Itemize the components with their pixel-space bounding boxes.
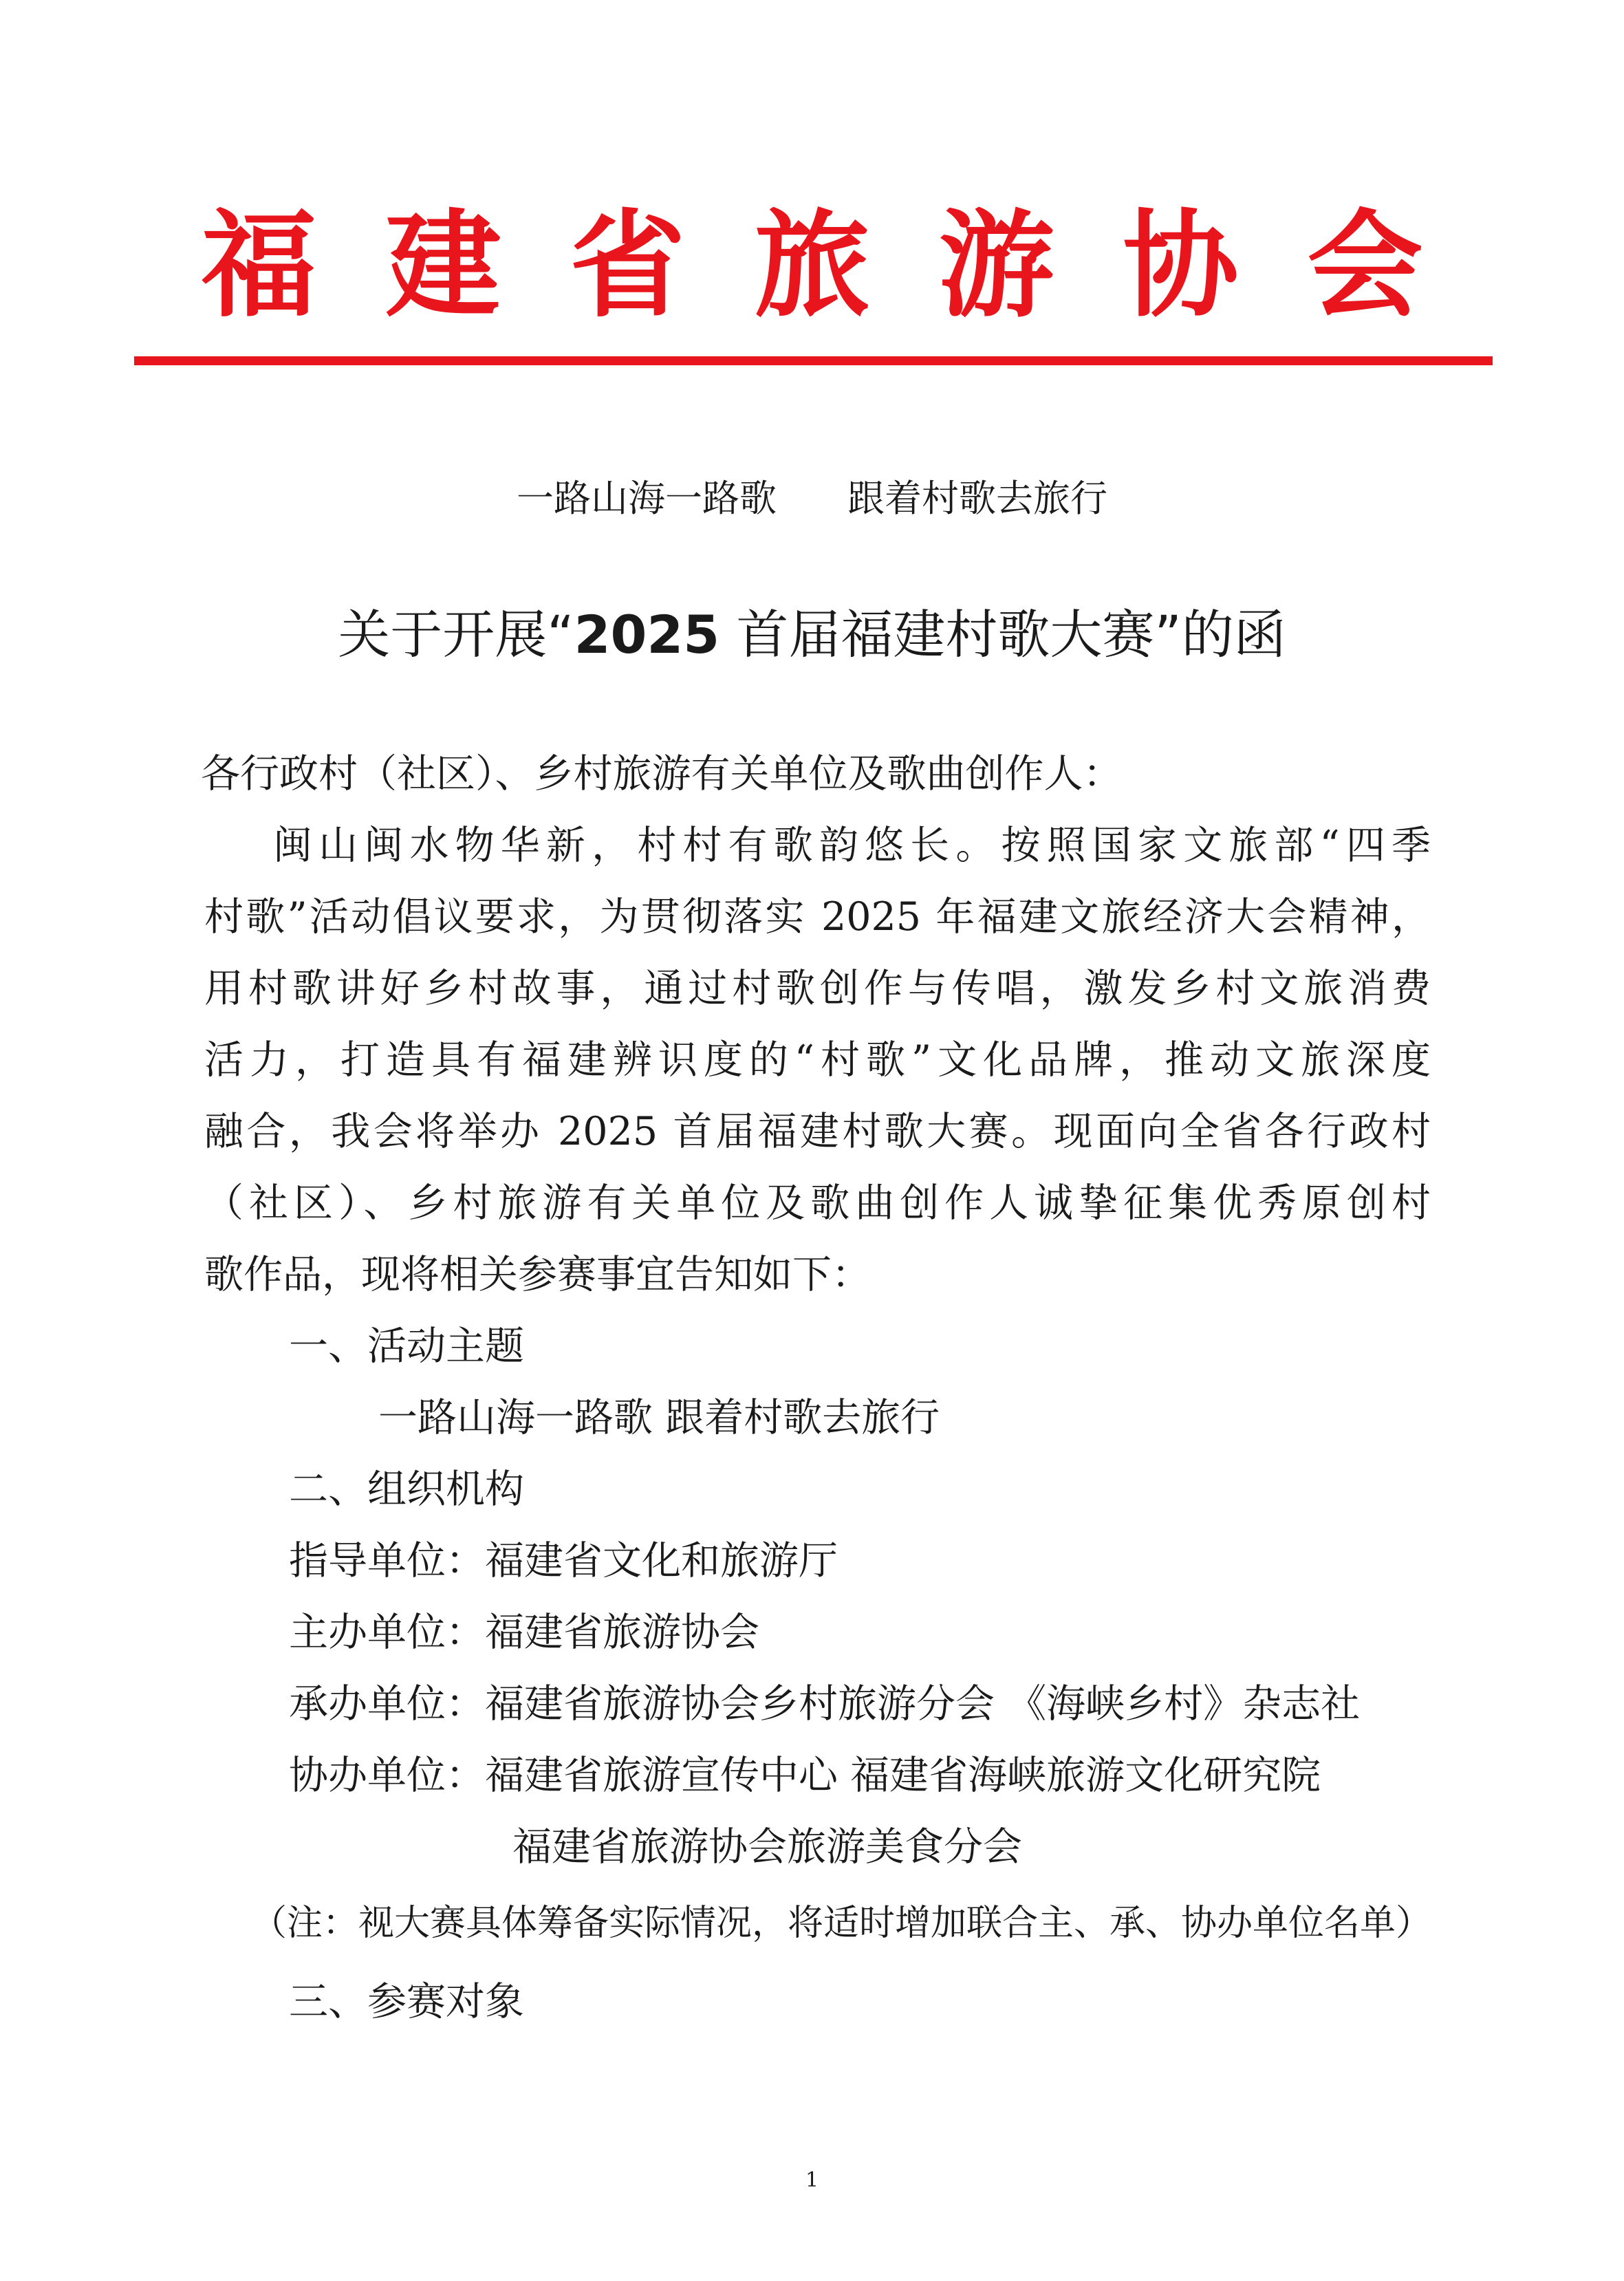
tagline: 一路山海一路歌 跟着村歌去旅行 bbox=[517, 477, 1107, 520]
intro-line-5: 融合，我会将举办 2025 首届福建村歌大赛。现面向全省各行政村 bbox=[204, 1109, 1431, 1154]
section1-heading: 一、活动主题 bbox=[289, 1323, 524, 1369]
section1-content: 一路山海一路歌 跟着村歌去旅行 bbox=[378, 1395, 940, 1440]
intro-line-7: 歌作品，现将相关参赛事宜告知如下： bbox=[204, 1252, 871, 1297]
intro-line-1: 闽山闽水物华新，村村有歌韵悠长。按照国家文旅部“四季 bbox=[273, 823, 1431, 868]
masthead-org-name: 福建省旅游协会 bbox=[201, 197, 1492, 333]
salutation: 各行政村（社区）、乡村旅游有关单位及歌曲创作人： bbox=[201, 751, 1123, 797]
title-after: 首届福建村歌大赛”的函 bbox=[719, 604, 1286, 665]
section3-heading: 三、参赛对象 bbox=[289, 1979, 524, 2024]
co-organizer-unit-continued: 福建省旅游协会旅游美食分会 bbox=[512, 1824, 1022, 1870]
organizer-note: （注：视大赛具体筹备实际情况，将适时增加联合主、承、协办单位名单） bbox=[251, 1903, 1432, 1944]
section2-heading: 二、组织机构 bbox=[289, 1467, 524, 1512]
page-number: 1 bbox=[805, 2168, 819, 2192]
guide-unit: 指导单位：福建省文化和旅游厅 bbox=[289, 1538, 838, 1583]
intro-line-2: 村歌”活动倡议要求，为贯彻落实 2025 年福建文旅经济大会精神， bbox=[204, 894, 1431, 940]
intro-line-3: 用村歌讲好乡村故事，通过村歌创作与传唱，激发乡村文旅消费 bbox=[204, 966, 1431, 1011]
masthead-red-rule bbox=[134, 356, 1493, 365]
title-before: 关于开展“ bbox=[338, 604, 574, 665]
intro-line-4: 活力，打造具有福建辨识度的“村歌”文化品牌，推动文旅深度 bbox=[204, 1037, 1431, 1083]
document-title bbox=[0, 597, 1624, 673]
intro-line-6: （社区）、乡村旅游有关单位及歌曲创作人诚挚征集优秀原创村 bbox=[204, 1180, 1431, 1226]
organizer-unit: 承办单位：福建省旅游协会乡村旅游分会 《海峡乡村》杂志社 bbox=[289, 1681, 1361, 1727]
title-year: 2025 bbox=[574, 604, 720, 665]
host-unit: 主办单位：福建省旅游协会 bbox=[289, 1610, 759, 1655]
co-organizer-unit: 协办单位：福建省旅游宣传中心 福建省海峡旅游文化研究院 bbox=[289, 1753, 1321, 1798]
